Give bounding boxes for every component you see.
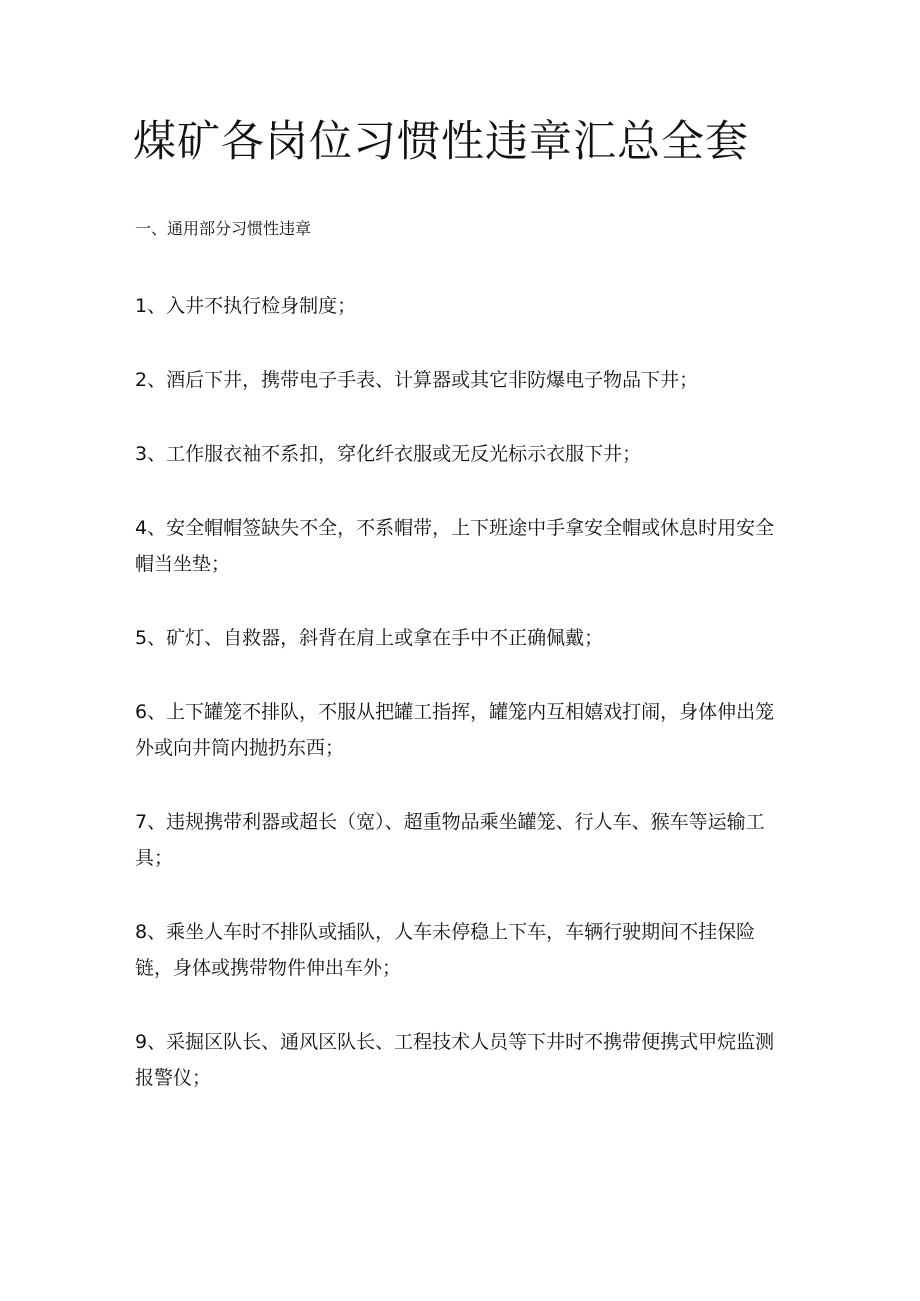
rule-list bbox=[135, 288, 785, 1134]
document-title: 煤矿各岗位习惯性违章汇总全套 bbox=[133, 117, 749, 167]
rule-item bbox=[135, 620, 785, 656]
rule-text: 8、乘坐人车时不排队或插队，人车未停稳上下车，车辆行驶期间不挂保险链，身体或携带物件伸出车外； bbox=[135, 921, 756, 979]
rule-text: 7、违规携带利器或超长（宽）、超重物品乘坐罐笼、行人车、猴车等运输工具； bbox=[135, 811, 765, 869]
rule-text: 9、采掘区队长、通风区队长、工程技术人员等下井时不携带便携式甲烷监测报警仪； bbox=[135, 1031, 775, 1089]
rule-item bbox=[135, 436, 785, 472]
rule-text: 1、入井不执行检身制度； bbox=[135, 295, 357, 317]
rule-item bbox=[135, 694, 785, 766]
rule-text: 5、矿灯、自救器，斜背在肩上或拿在手中不正确佩戴； bbox=[135, 627, 604, 649]
rule-item bbox=[135, 510, 785, 582]
rule-item bbox=[135, 804, 785, 876]
rule-item bbox=[135, 362, 785, 398]
rule-text: 4、安全帽帽签缺失不全，不系帽带，上下班途中手拿安全帽或休息时用安全帽当坐垫； bbox=[135, 517, 775, 575]
rule-text: 3、工作服衣袖不系扣，穿化纤衣服或无反光标示衣服下井； bbox=[135, 443, 642, 465]
rule-text: 2、酒后下井，携带电子手表、计算器或其它非防爆电子物品下井； bbox=[135, 369, 699, 391]
rule-text: 6、上下罐笼不排队，不服从把罐工指挥，罐笼内互相嬉戏打闹，身体伸出笼外或向井筒内抛扔东西； bbox=[135, 701, 775, 759]
section-heading: 一、通用部分习惯性违章 bbox=[135, 219, 312, 238]
rule-item bbox=[135, 1024, 785, 1096]
rule-item bbox=[135, 914, 785, 986]
rule-item bbox=[135, 288, 785, 324]
